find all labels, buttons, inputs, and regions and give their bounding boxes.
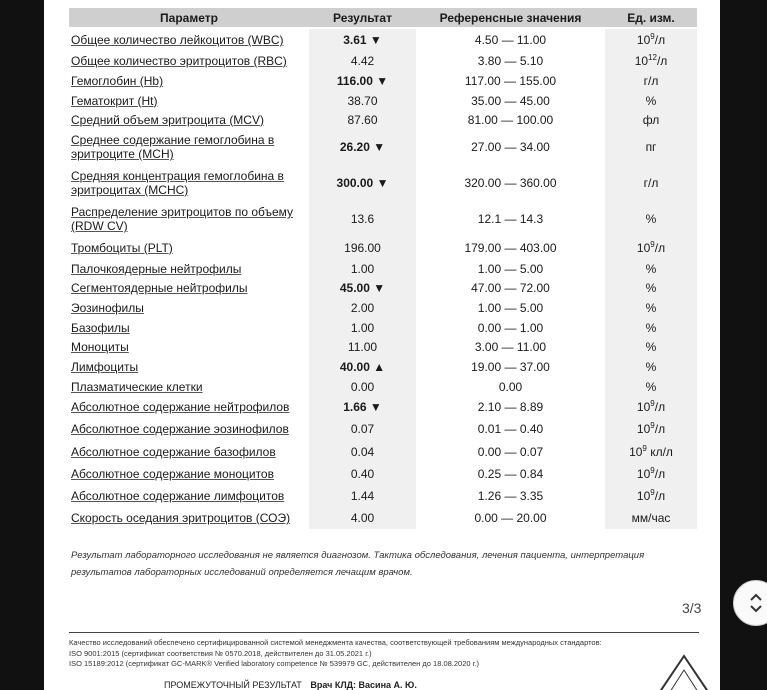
- reference-range: 1.00 — 5.00: [477, 301, 544, 315]
- table-row: [69, 298, 697, 318]
- result-value: 38.70: [309, 91, 416, 110]
- reference-range: 47.00 — 72.00: [471, 281, 550, 295]
- results-table: [69, 8, 697, 529]
- unit-base: 10: [634, 54, 649, 68]
- reference-range: 27.00 — 34.00: [471, 140, 550, 154]
- result-value: 3.61 ▼: [309, 29, 416, 51]
- reference-range: 1.00 — 5.00: [477, 261, 544, 276]
- unit-suffix: /л: [654, 467, 666, 481]
- param-name: Тромбоциты (PLT): [71, 241, 173, 255]
- unit-base: %: [645, 379, 657, 394]
- unit-cell: [605, 259, 697, 278]
- unit-cell: [605, 51, 697, 71]
- table-row: [69, 110, 697, 129]
- table-row: [69, 237, 697, 259]
- param-cell: [69, 318, 309, 337]
- unit-cell: [605, 278, 697, 298]
- table-row: [69, 377, 697, 396]
- chevron-up-down-icon: [748, 590, 764, 616]
- reference-range: 0.00 — 20.00: [474, 511, 547, 525]
- unit-cell: [605, 71, 697, 91]
- unit-cell: [605, 298, 697, 318]
- unit-exponent: 9: [642, 443, 647, 453]
- param-name: Базофилы: [71, 320, 130, 335]
- table-row: [69, 418, 697, 440]
- param-cell: [69, 51, 309, 71]
- unit-exponent: 9: [650, 488, 655, 497]
- param-cell: [69, 110, 309, 129]
- table-row: [69, 259, 697, 278]
- unit-suffix: кл/л: [646, 444, 673, 459]
- result-value: 4.00: [309, 507, 416, 529]
- unit-base: %: [645, 320, 657, 335]
- result-value: 0.00: [309, 377, 416, 396]
- unit-cell: [605, 165, 697, 201]
- table-row: [69, 463, 697, 485]
- table-row: [69, 29, 697, 51]
- lab-stamp-icon: [639, 648, 720, 690]
- top-cut-text: [70, 0, 490, 5]
- reference-range: 0.01 — 0.40: [477, 422, 544, 436]
- table-body: [69, 29, 697, 529]
- result-value: 116.00 ▼: [309, 71, 416, 91]
- unit-base: 10: [636, 422, 651, 436]
- unit-cell: [605, 237, 697, 259]
- result-value: 0.07: [309, 418, 416, 440]
- param-name: Среднее содержание гемоглобина в эритроците (MCH): [71, 133, 275, 161]
- result-value: 2.00: [309, 298, 416, 318]
- param-name: Общее количество лейкоцитов (WBC): [71, 33, 284, 47]
- unit-exponent: 9: [650, 32, 655, 41]
- unit-base: мм/час: [631, 511, 671, 525]
- unit-base: пг: [645, 140, 657, 154]
- unit-cell: [605, 29, 697, 51]
- unit-suffix: /л: [654, 241, 666, 255]
- reference-range: 320.00 — 360.00: [464, 176, 557, 190]
- result-value: 1.44: [309, 485, 416, 507]
- reference-range: 3.00 — 11.00: [474, 340, 547, 354]
- unit-base: 10: [636, 33, 651, 47]
- unit-suffix: /л: [654, 33, 666, 47]
- result-value: 1.66 ▼: [309, 396, 416, 418]
- reference-range: 81.00 — 100.00: [467, 112, 554, 127]
- param-cell: [69, 165, 309, 201]
- certification-line-1: Качество исследований обеспечено сертифицированной системой менеджмента качества, соответствующей требованиям международных стандартов:: [69, 638, 602, 647]
- param-cell: [69, 201, 309, 237]
- param-name: Моноциты: [71, 340, 129, 354]
- reference-range: 4.50 — 11.00: [474, 33, 547, 47]
- param-name: Скорость оседания эритроцитов (СОЭ): [71, 511, 291, 525]
- reference-range: 35.00 — 45.00: [471, 93, 550, 108]
- table-row: [69, 91, 697, 110]
- unit-base: г/л: [643, 176, 659, 190]
- param-cell: [69, 29, 309, 51]
- unit-suffix: /л: [654, 400, 666, 414]
- unit-cell: [605, 377, 697, 396]
- param-name: Эозинофилы: [71, 301, 144, 315]
- unit-cell: [605, 418, 697, 440]
- result-value: 45.00 ▼: [309, 278, 416, 298]
- table-row: [69, 507, 697, 529]
- param-cell: [69, 377, 309, 396]
- param-cell: [69, 278, 309, 298]
- unit-base: 10: [636, 467, 651, 481]
- param-cell: [69, 298, 309, 318]
- unit-cell: [605, 507, 697, 529]
- param-cell: [69, 418, 309, 440]
- param-name: Сегментоядерные нейтрофилы: [71, 281, 248, 295]
- result-value: 196.00: [309, 237, 416, 259]
- param-cell: [69, 357, 309, 377]
- unit-base: %: [645, 93, 657, 108]
- reference-range: 0.00 — 0.07: [477, 444, 544, 459]
- table-row: [69, 129, 697, 165]
- result-value: 26.20 ▼: [309, 129, 416, 165]
- param-cell: [69, 485, 309, 507]
- param-cell: [69, 91, 309, 110]
- unit-cell: [605, 201, 697, 237]
- param-name: Абсолютное содержание лимфоцитов: [71, 489, 285, 503]
- unit-cell: [605, 485, 697, 507]
- param-cell: [69, 440, 309, 463]
- reference-range: 117.00 — 155.00: [464, 74, 557, 88]
- reference-range: 0.00 — 1.00: [477, 320, 544, 335]
- unit-exponent: 9: [650, 466, 655, 475]
- divider: [69, 632, 699, 633]
- param-cell: [69, 237, 309, 259]
- header-result: Результат: [309, 8, 416, 29]
- result-value: 300.00 ▼: [309, 165, 416, 201]
- table-header-row: [69, 8, 697, 29]
- unit-exponent: 9: [650, 399, 655, 408]
- result-value: 87.60: [309, 110, 416, 129]
- table-row: [69, 396, 697, 418]
- table-row: [69, 165, 697, 201]
- unit-cell: [605, 396, 697, 418]
- param-name: Абсолютное содержание нейтрофилов: [71, 400, 290, 414]
- doctor-signature: Врач КЛД: Васина А. Ю.: [310, 680, 417, 690]
- table-row: [69, 278, 697, 298]
- disclaimer-text: Результат лабораторного исследования не является диагнозом. Тактика обследования, лечения пациента, интерпретация результатов лабораторных исследований определяется лечащим врачом.: [71, 550, 645, 578]
- unit-base: фл: [642, 112, 660, 127]
- table-row: [69, 71, 697, 91]
- param-name: Гематокрит (Ht): [71, 93, 158, 108]
- param-cell: [69, 396, 309, 418]
- param-name: Плазматические клетки: [71, 379, 203, 394]
- unit-cell: [605, 91, 697, 110]
- reference-range: 0.25 — 0.84: [477, 467, 544, 481]
- result-status: ПРОМЕЖУТОЧНЫЙ РЕЗУЛЬТАТ: [164, 680, 302, 690]
- result-value: 4.42: [309, 51, 416, 71]
- certification-line-2: ISO 9001:2015 (сертификат соответствия № 0570.2018, действителен до 31.05.2021 г.): [69, 648, 372, 658]
- param-cell: [69, 337, 309, 357]
- unit-base: 10: [636, 489, 651, 503]
- unit-cell: [605, 129, 697, 165]
- result-value: 11.00: [309, 337, 416, 357]
- unit-cell: [605, 440, 697, 463]
- unit-base: %: [645, 261, 657, 276]
- reference-range: 1.26 — 3.35: [477, 489, 544, 503]
- param-cell: [69, 507, 309, 529]
- unit-cell: [605, 337, 697, 357]
- result-value: 1.00: [309, 318, 416, 337]
- header-unit: Ед. изм.: [605, 8, 697, 29]
- table-row: [69, 485, 697, 507]
- reference-range: 12.1 — 14.3: [477, 212, 544, 226]
- table-row: [69, 318, 697, 337]
- param-name: Распределение эритроцитов по объему (RDW CV): [71, 205, 294, 233]
- certification-block: [69, 638, 689, 670]
- param-name: Средний объем эритроцита (MCV): [71, 112, 264, 127]
- table-row: [69, 337, 697, 357]
- unit-base: 10: [629, 444, 643, 459]
- reference-range: 0.00: [498, 379, 523, 394]
- param-name: Средняя концентрация гемоглобина в эритроцитах (MCHC): [71, 169, 284, 197]
- unit-base: %: [645, 301, 657, 315]
- page-counter: 3/3: [682, 600, 702, 616]
- header-reference: Референсные значения: [416, 8, 605, 29]
- unit-cell: [605, 357, 697, 377]
- param-name: Абсолютное содержание базофилов: [71, 444, 276, 459]
- param-name: Гемоглобин (Hb): [71, 74, 164, 88]
- unit-base: г/л: [643, 74, 659, 88]
- table-row: [69, 357, 697, 377]
- param-name: Абсолютное содержание эозинофилов: [71, 422, 289, 436]
- table-row: [69, 201, 697, 237]
- unit-suffix: /л: [654, 422, 666, 436]
- header-param: Параметр: [69, 8, 309, 29]
- param-cell: [69, 259, 309, 278]
- param-name: Общее количество эритроцитов (RBC): [71, 54, 287, 68]
- unit-base: 10: [636, 241, 651, 255]
- unit-base: %: [645, 340, 657, 354]
- result-value: 0.04: [309, 440, 416, 463]
- result-value: 40.00 ▲: [309, 357, 416, 377]
- result-value: 0.40: [309, 463, 416, 485]
- footer: [164, 680, 417, 690]
- reference-range: 2.10 — 8.89: [477, 400, 544, 414]
- param-name: Абсолютное содержание моноцитов: [71, 467, 274, 481]
- reference-range: 179.00 — 403.00: [464, 241, 557, 255]
- unit-base: %: [645, 360, 657, 374]
- table-row: [69, 51, 697, 71]
- unit-base: %: [645, 281, 657, 295]
- unit-base: %: [645, 212, 657, 226]
- certification-line-3: ISO 15189:2012 (сертификат GC-MARK® Verified laboratory competence № 539979 GC, действителен до 18.08.2020 г.): [69, 659, 480, 668]
- unit-cell: [605, 110, 697, 129]
- result-value: 13.6: [309, 201, 416, 237]
- reference-range: 3.80 — 5.10: [477, 54, 544, 68]
- unit-cell: [605, 463, 697, 485]
- unit-suffix: /л: [654, 489, 666, 503]
- scroll-nav-button[interactable]: [733, 580, 767, 626]
- table-row: [69, 440, 697, 463]
- unit-exponent: 12: [648, 53, 657, 62]
- reference-range: 19.00 — 37.00: [471, 360, 550, 374]
- param-name: Лимфоциты: [71, 360, 139, 374]
- param-cell: [69, 463, 309, 485]
- unit-exponent: 9: [650, 421, 655, 430]
- unit-suffix: /л: [656, 54, 668, 68]
- unit-base: 10: [636, 400, 651, 414]
- result-value: 1.00: [309, 259, 416, 278]
- unit-exponent: 9: [650, 240, 655, 249]
- param-cell: [69, 129, 309, 165]
- param-cell: [69, 71, 309, 91]
- report-page: [44, 0, 720, 690]
- unit-cell: [605, 318, 697, 337]
- param-name: Палочкоядерные нейтрофилы: [71, 261, 242, 276]
